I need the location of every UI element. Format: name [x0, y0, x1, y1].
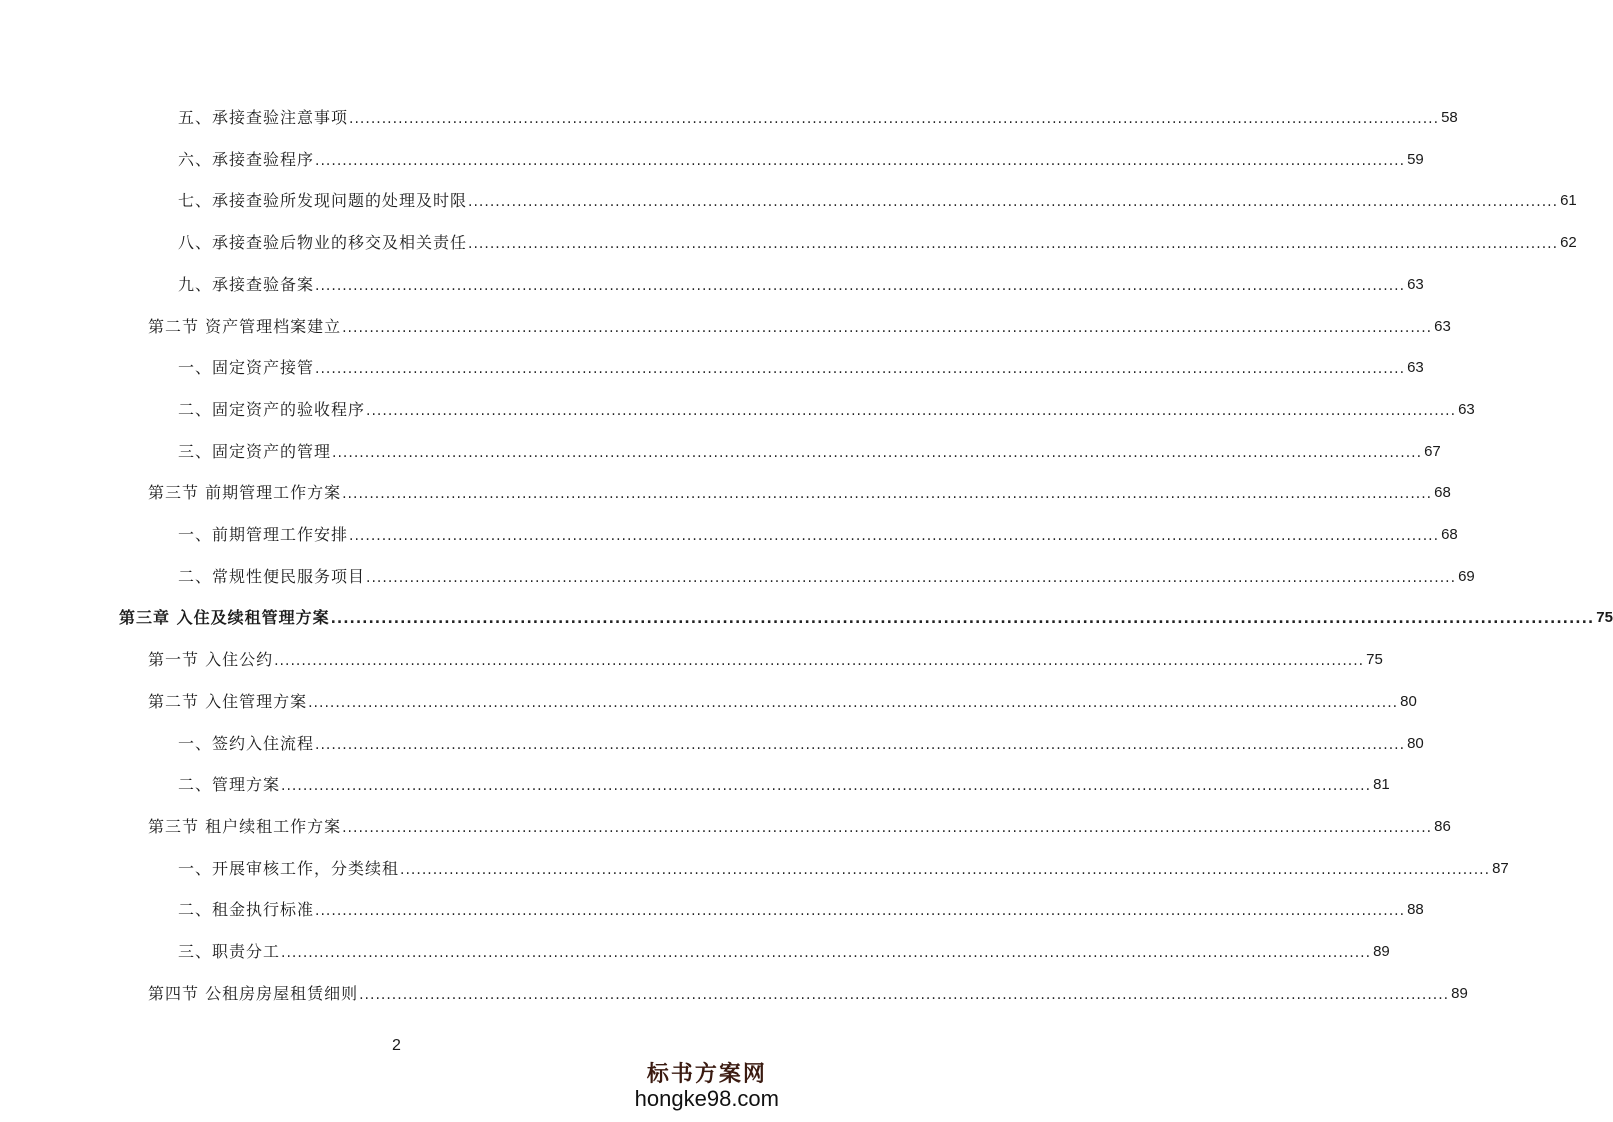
toc-entry-title: 第四节 公租房房屋租赁细则: [148, 984, 359, 1003]
toc-entry-page: 81: [1373, 776, 1390, 793]
toc-leader-dots: ........................................................................................................................................................................................................: [342, 486, 1433, 502]
toc-entry[interactable]: [178, 938, 1390, 962]
toc-entry-title: 一、固定资产接管: [178, 358, 315, 377]
toc-leader-dots: ........................................................................................................................................................................................................: [315, 903, 1406, 919]
toc-entry-page: 89: [1373, 943, 1390, 960]
toc-entry[interactable]: [178, 229, 1577, 253]
toc-entry-page: 87: [1492, 860, 1509, 877]
toc-leader-dots: ........................................................................................................................................................................................................: [366, 570, 1457, 586]
toc-leader-dots: ........................................................................................................................................................................................................: [330, 611, 1595, 627]
toc-entry-title: 五、承接查验注意事项: [178, 108, 349, 127]
toc-entry-title: 八、承接查验后物业的移交及相关责任: [178, 233, 468, 252]
toc-leader-dots: ........................................................................................................................................................................................................: [315, 737, 1406, 753]
toc-leader-dots: ........................................................................................................................................................................................................: [315, 153, 1406, 169]
toc-entry[interactable]: [178, 521, 1458, 545]
toc-entry[interactable]: [178, 271, 1424, 295]
toc-leader-dots: ........................................................................................................................................................................................................: [308, 695, 1399, 711]
watermark-logo: [635, 1057, 779, 1112]
toc-entry-title: 三、职责分工: [178, 942, 281, 961]
toc-entry-page: 58: [1441, 109, 1458, 126]
toc-entry[interactable]: [148, 813, 1451, 837]
toc-entry[interactable]: [178, 396, 1475, 420]
toc-leader-dots: ........................................................................................................................................................................................................: [315, 278, 1406, 294]
toc-entry-page: 63: [1434, 318, 1451, 335]
toc-entry-title: 六、承接查验程序: [178, 150, 315, 169]
toc-entry-page: 75: [1366, 651, 1383, 668]
toc-entry[interactable]: [148, 313, 1451, 337]
toc-entry[interactable]: [178, 896, 1424, 920]
toc-entry[interactable]: [178, 104, 1458, 128]
toc-entry-title: 一、前期管理工作安排: [178, 525, 349, 544]
toc-entry[interactable]: [178, 855, 1509, 879]
toc-entry-title: 第三节 前期管理工作方案: [148, 483, 342, 502]
toc-entry-page: 63: [1407, 276, 1424, 293]
toc-entry-page: 67: [1424, 443, 1441, 460]
toc-entry-title: 二、管理方案: [178, 775, 281, 794]
toc-leader-dots: ........................................................................................................................................................................................................: [468, 236, 1559, 252]
toc-entry[interactable]: [119, 604, 1613, 628]
toc-leader-dots: ........................................................................................................................................................................................................: [359, 987, 1450, 1003]
toc-entry[interactable]: [148, 479, 1451, 503]
toc-entry[interactable]: [178, 563, 1475, 587]
toc-entry-page: 68: [1441, 526, 1458, 543]
toc-entry-page: 80: [1407, 735, 1424, 752]
toc-leader-dots: ........................................................................................................................................................................................................: [400, 862, 1491, 878]
toc-leader-dots: ........................................................................................................................................................................................................: [349, 528, 1440, 544]
toc-entry-page: 62: [1560, 234, 1577, 251]
toc-entry[interactable]: [148, 688, 1417, 712]
toc-entry-title: 第三节 租户续租工作方案: [148, 817, 342, 836]
toc-leader-dots: ........................................................................................................................................................................................................: [332, 445, 1423, 461]
toc-entry-title: 第三章 入住及续租管理方案: [119, 608, 330, 627]
toc-entry[interactable]: [148, 646, 1383, 670]
toc-entry[interactable]: [178, 146, 1424, 170]
toc-entry-page: 88: [1407, 901, 1424, 918]
page-number: 2: [392, 1037, 401, 1054]
toc-entry[interactable]: [178, 730, 1424, 754]
toc-entry-page: 63: [1458, 401, 1475, 418]
toc-leader-dots: ........................................................................................................................................................................................................: [468, 194, 1559, 210]
toc-entry[interactable]: [178, 354, 1424, 378]
toc-entry[interactable]: [178, 187, 1577, 211]
toc-entry-page: 80: [1400, 693, 1417, 710]
toc-leader-dots: ........................................................................................................................................................................................................: [342, 820, 1433, 836]
toc-leader-dots: ........................................................................................................................................................................................................: [281, 945, 1372, 961]
toc-entry-page: 61: [1560, 192, 1577, 209]
toc-leader-dots: ........................................................................................................................................................................................................: [315, 361, 1406, 377]
toc-entry-title: 第二节 入住管理方案: [148, 692, 308, 711]
toc-entry-page: 68: [1434, 484, 1451, 501]
toc-entry-title: 二、固定资产的验收程序: [178, 400, 366, 419]
toc-entry-title: 一、开展审核工作，分类续租: [178, 859, 400, 878]
toc-entry-page: 75: [1596, 609, 1613, 626]
toc-leader-dots: ........................................................................................................................................................................................................: [342, 320, 1433, 336]
toc-entry-title: 七、承接查验所发现问题的处理及时限: [178, 191, 468, 210]
toc-leader-dots: ........................................................................................................................................................................................................: [366, 403, 1457, 419]
toc-leader-dots: ........................................................................................................................................................................................................: [349, 111, 1440, 127]
toc-entry-page: 89: [1451, 985, 1468, 1002]
watermark-url: hongke98.com: [634, 1086, 779, 1111]
toc-entry-title: 九、承接查验备案: [178, 275, 315, 294]
toc-leader-dots: ........................................................................................................................................................................................................: [274, 653, 1365, 669]
toc-entry[interactable]: [178, 438, 1441, 462]
toc-entry-title: 三、固定资产的管理: [178, 442, 332, 461]
toc-entry-title: 第二节 资产管理档案建立: [148, 317, 342, 336]
toc-entry-title: 一、签约入住流程: [178, 734, 315, 753]
toc-leader-dots: ........................................................................................................................................................................................................: [281, 778, 1372, 794]
toc-entry-page: 69: [1458, 568, 1475, 585]
toc-entry-page: 86: [1434, 818, 1451, 835]
toc-entry-title: 二、租金执行标准: [178, 900, 315, 919]
toc-entry-page: 63: [1407, 359, 1424, 376]
toc-entry-title: 第一节 入住公约: [148, 650, 274, 669]
toc-entry-title: 二、常规性便民服务项目: [178, 567, 366, 586]
toc-entry[interactable]: [148, 980, 1468, 1004]
watermark-chinese: 标书方案网: [646, 1061, 767, 1087]
toc-entry-page: 59: [1407, 151, 1424, 168]
toc-entry[interactable]: [178, 771, 1390, 795]
